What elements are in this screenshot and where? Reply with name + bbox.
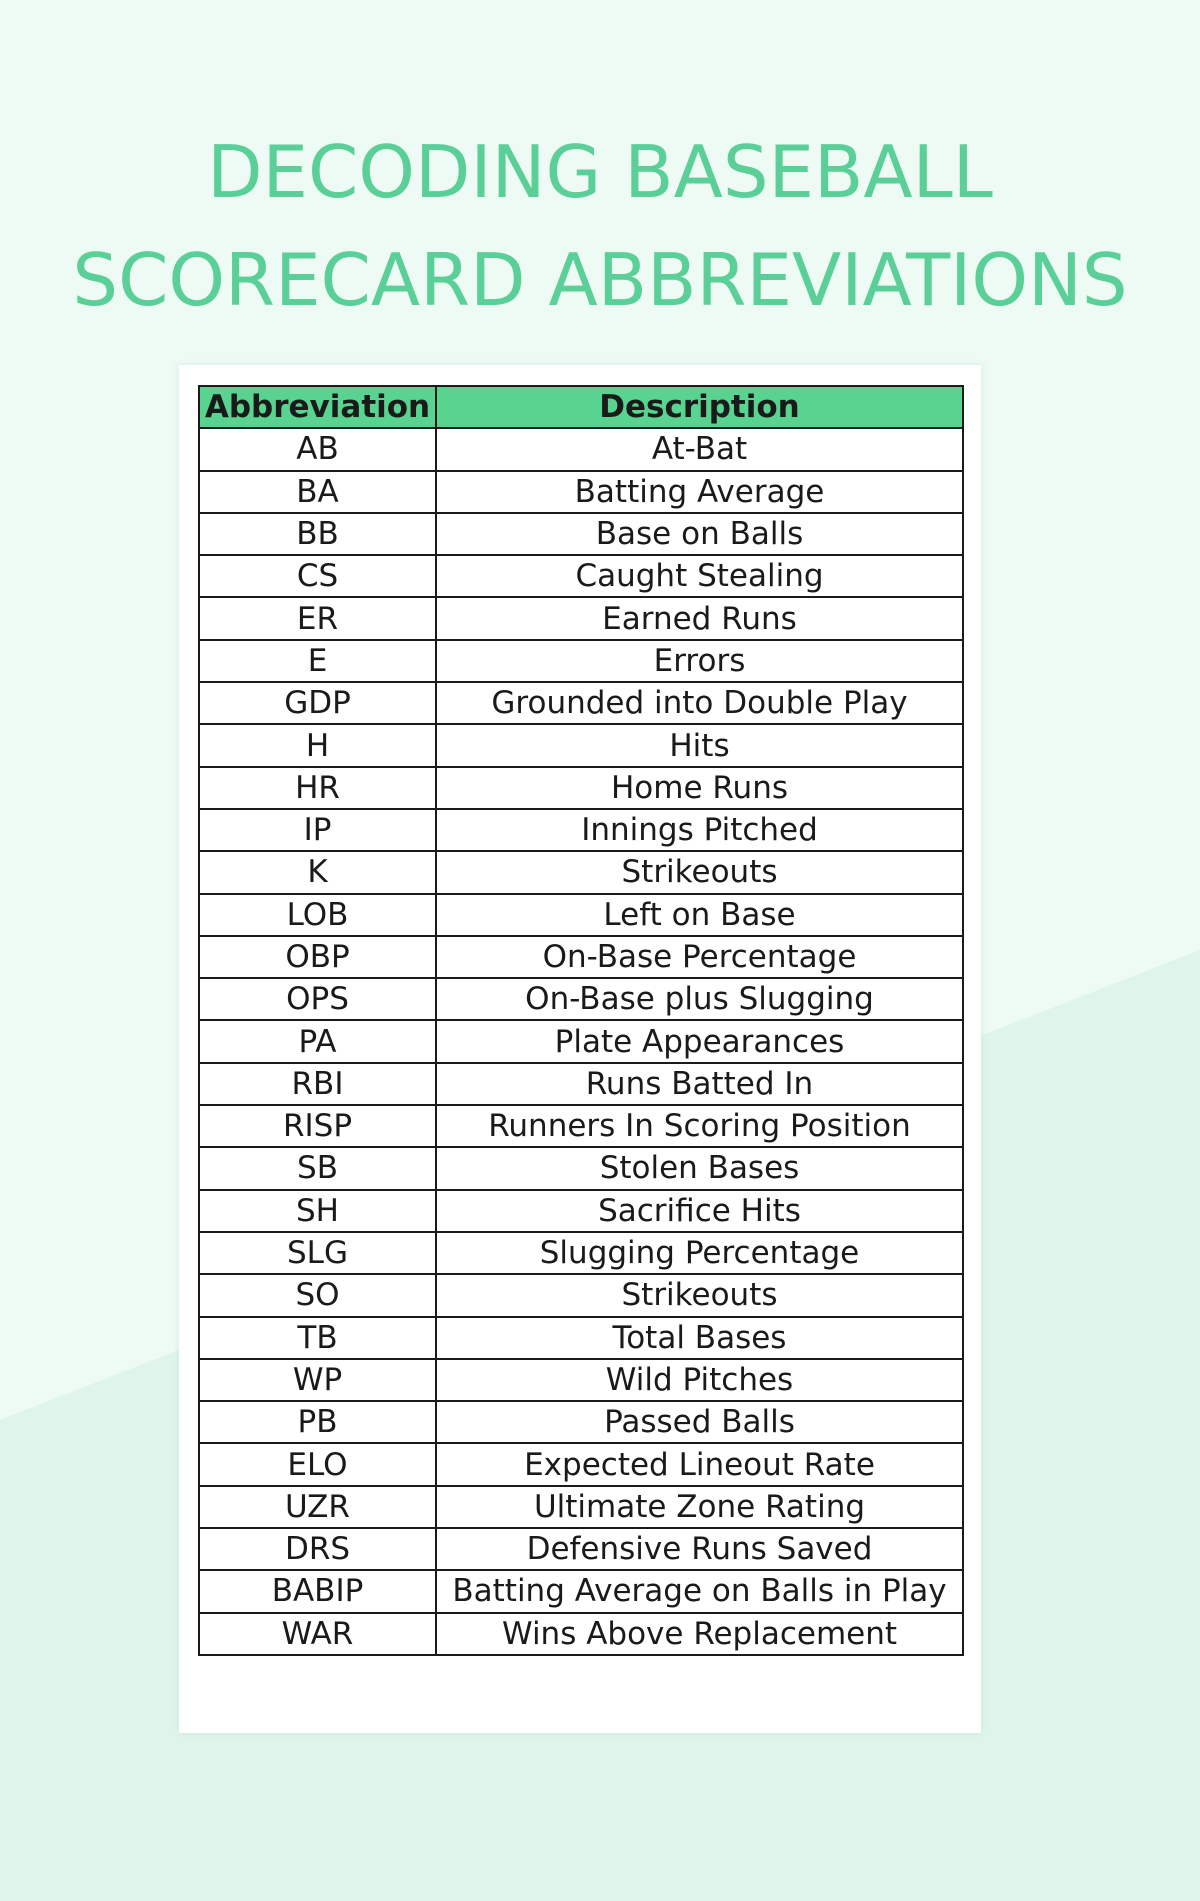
table-row (199, 428, 963, 470)
abbreviation-cell: WAR (199, 1613, 436, 1655)
table-row (199, 894, 963, 936)
description-cell: Wins Above Replacement (436, 1613, 963, 1655)
description-cell: Stolen Bases (436, 1147, 963, 1189)
abbreviation-cell: RBI (199, 1063, 436, 1105)
description-cell: Caught Stealing (436, 555, 963, 597)
description-cell: Errors (436, 640, 963, 682)
table-row (199, 1570, 963, 1612)
description-cell: Earned Runs (436, 597, 963, 639)
description-cell: Innings Pitched (436, 809, 963, 851)
table-header-row (199, 386, 963, 428)
description-cell: Home Runs (436, 767, 963, 809)
table-row (199, 851, 963, 893)
abbreviations-table (198, 385, 964, 1656)
table-row (199, 1274, 963, 1316)
table-row (199, 1613, 963, 1655)
abbreviation-cell: PB (199, 1401, 436, 1443)
table-body (199, 428, 963, 1655)
abbreviation-cell: PA (199, 1020, 436, 1062)
page-title (0, 118, 1200, 334)
abbreviation-cell: SLG (199, 1232, 436, 1274)
description-cell: Slugging Percentage (436, 1232, 963, 1274)
header-description: Description (436, 386, 963, 428)
abbreviation-cell: SO (199, 1274, 436, 1316)
description-cell: Defensive Runs Saved (436, 1528, 963, 1570)
description-cell: Wild Pitches (436, 1359, 963, 1401)
table-row (199, 809, 963, 851)
abbreviation-cell: BB (199, 513, 436, 555)
abbreviation-cell: E (199, 640, 436, 682)
description-cell: Strikeouts (436, 1274, 963, 1316)
description-cell: Runs Batted In (436, 1063, 963, 1105)
description-cell: Runners In Scoring Position (436, 1105, 963, 1147)
description-cell: Base on Balls (436, 513, 963, 555)
table-row (199, 471, 963, 513)
table-row (199, 1063, 963, 1105)
abbreviation-cell: H (199, 724, 436, 766)
abbreviation-cell: AB (199, 428, 436, 470)
abbreviation-cell: ER (199, 597, 436, 639)
description-cell: At-Bat (436, 428, 963, 470)
table-row (199, 1528, 963, 1570)
table-row (199, 1359, 963, 1401)
table-row (199, 1317, 963, 1359)
table-row (199, 640, 963, 682)
abbreviation-cell: DRS (199, 1528, 436, 1570)
description-cell: On-Base plus Slugging (436, 978, 963, 1020)
abbreviation-cell: HR (199, 767, 436, 809)
description-cell: Ultimate Zone Rating (436, 1486, 963, 1528)
abbreviation-cell: WP (199, 1359, 436, 1401)
abbreviation-cell: K (199, 851, 436, 893)
description-cell: Total Bases (436, 1317, 963, 1359)
table-row (199, 767, 963, 809)
table-row (199, 1105, 963, 1147)
description-cell: Plate Appearances (436, 1020, 963, 1062)
table-row (199, 597, 963, 639)
abbreviation-cell: BA (199, 471, 436, 513)
abbreviation-cell: LOB (199, 894, 436, 936)
description-cell: Grounded into Double Play (436, 682, 963, 724)
table-row (199, 1232, 963, 1274)
abbreviation-cell: SH (199, 1190, 436, 1232)
table-row (199, 1190, 963, 1232)
abbreviation-cell: OPS (199, 978, 436, 1020)
table-row (199, 978, 963, 1020)
abbreviation-cell: CS (199, 555, 436, 597)
abbreviation-cell: IP (199, 809, 436, 851)
description-cell: Left on Base (436, 894, 963, 936)
title-line-1: DECODING BASEBALL (207, 130, 993, 214)
table-row (199, 555, 963, 597)
description-cell: Batting Average on Balls in Play (436, 1570, 963, 1612)
header-abbreviation: Abbreviation (199, 386, 436, 428)
description-cell: Passed Balls (436, 1401, 963, 1443)
abbreviation-cell: UZR (199, 1486, 436, 1528)
table-row (199, 724, 963, 766)
table-row (199, 1401, 963, 1443)
title-line-2: SCORECARD ABBREVIATIONS (72, 238, 1128, 322)
table-row (199, 682, 963, 724)
abbreviation-cell: RISP (199, 1105, 436, 1147)
abbreviation-cell: TB (199, 1317, 436, 1359)
description-cell: Batting Average (436, 471, 963, 513)
description-cell: Expected Lineout Rate (436, 1443, 963, 1485)
table-row (199, 1443, 963, 1485)
description-cell: On-Base Percentage (436, 936, 963, 978)
table-row (199, 513, 963, 555)
abbreviation-cell: GDP (199, 682, 436, 724)
abbreviation-cell: ELO (199, 1443, 436, 1485)
description-cell: Sacrifice Hits (436, 1190, 963, 1232)
table-row (199, 1486, 963, 1528)
table-row (199, 936, 963, 978)
abbreviation-cell: OBP (199, 936, 436, 978)
description-cell: Strikeouts (436, 851, 963, 893)
abbreviation-cell: BABIP (199, 1570, 436, 1612)
description-cell: Hits (436, 724, 963, 766)
table-sheet (179, 365, 981, 1733)
abbreviation-cell: SB (199, 1147, 436, 1189)
table-row (199, 1020, 963, 1062)
table-row (199, 1147, 963, 1189)
